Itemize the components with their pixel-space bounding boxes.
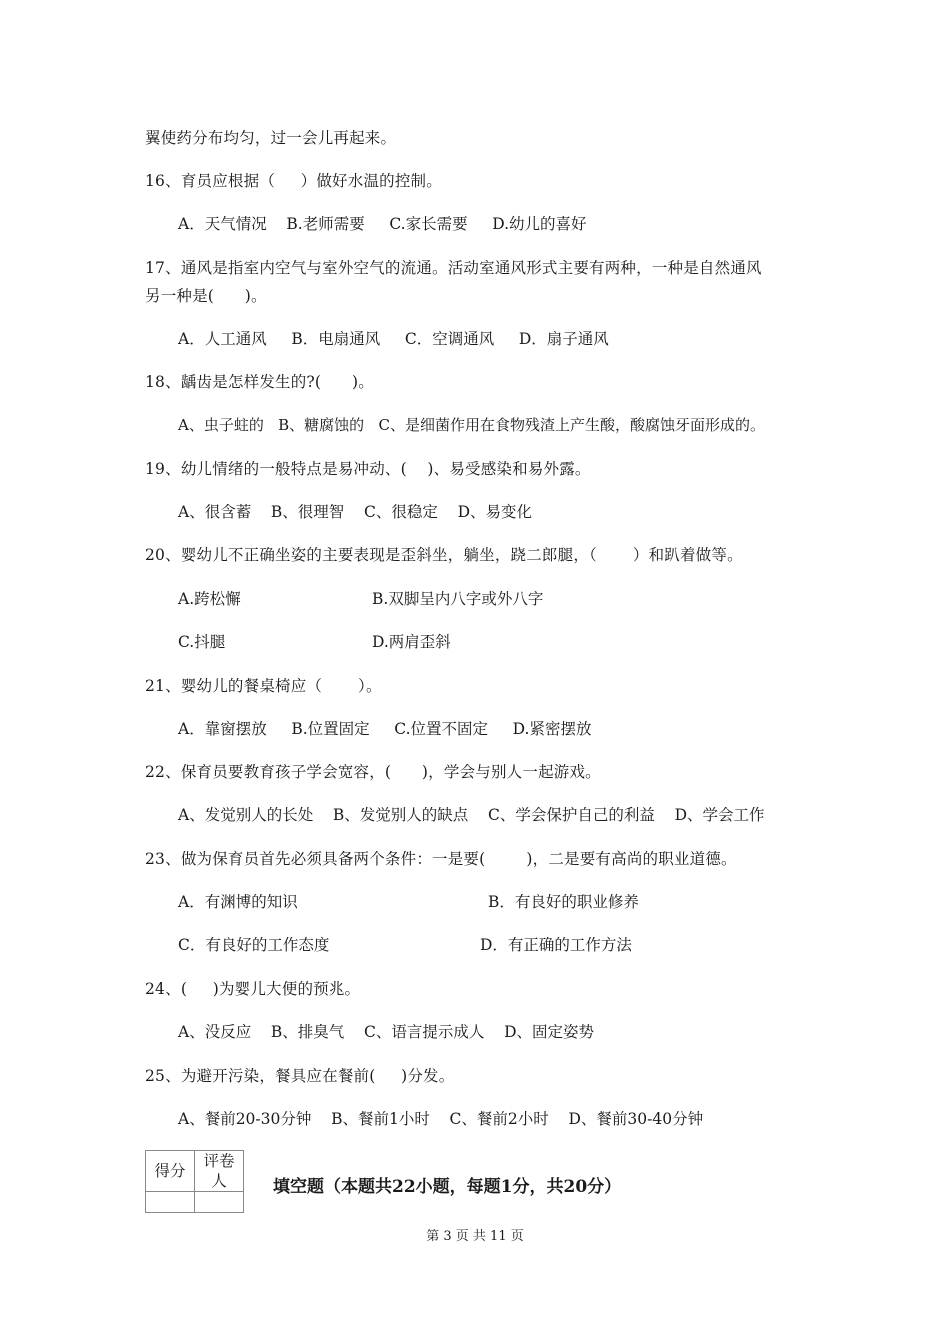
question-16-options: A．天气情况 B.老师需要 C.家长需要 D.幼儿的喜好 bbox=[178, 215, 587, 233]
question-22-options: A、发觉别人的长处 B、发觉别人的缺点 C、学会保护自己的利益 D、学会工作 bbox=[178, 806, 765, 824]
question-17-options: A．人工通风 B．电扇通风 C．空调通风 D．扇子通风 bbox=[178, 330, 609, 348]
line-continuation: 翼使药分布均匀，过一会儿再起来。 bbox=[145, 129, 397, 147]
question-19-options: A、很含蓄 B、很理智 C、很稳定 D、易变化 bbox=[178, 503, 532, 521]
score-box bbox=[145, 1150, 244, 1213]
score-label: 得分 bbox=[146, 1151, 195, 1192]
question-23-option-d: D．有正确的工作方法 bbox=[480, 936, 632, 954]
question-24-options: A、没反应 B、排臭气 C、语言提示成人 D、固定姿势 bbox=[178, 1023, 594, 1041]
question-25: 25、为避开污染，餐具应在餐前( )分发。 bbox=[145, 1067, 455, 1085]
grader-cell[interactable] bbox=[195, 1192, 244, 1213]
question-21-options: A．靠窗摆放 B.位置固定 C.位置不固定 D.紧密摆放 bbox=[178, 720, 592, 738]
question-20-option-c: C.抖腿 bbox=[178, 633, 226, 651]
question-19: 19、幼儿情绪的一般特点是易冲动、( )、易受感染和易外露。 bbox=[145, 460, 591, 478]
question-23-option-c: C．有良好的工作态度 bbox=[178, 936, 330, 954]
question-17: 17、通风是指室内空气与室外空气的流通。活动室通风形式主要有两种，一种是自然通风 bbox=[145, 259, 762, 277]
question-23-option-b: B．有良好的职业修养 bbox=[488, 893, 639, 911]
question-25-options: A、餐前20-30分钟 B、餐前1小时 C、餐前2小时 D、餐前30-40分钟 bbox=[178, 1110, 704, 1128]
grader-label: 评卷人 bbox=[195, 1151, 244, 1192]
question-18-options: A、虫子蛀的 B、糖腐蚀的 C、是细菌作用在食物残渣上产生酸，酸腐蚀牙面形成的。 bbox=[178, 416, 765, 434]
question-20-option-a: A.跨松懈 bbox=[178, 590, 241, 608]
question-16: 16、育员应根据（ ）做好水温的控制。 bbox=[145, 172, 442, 190]
question-22: 22、保育员要教育孩子学会宽容，( )，学会与别人一起游戏。 bbox=[145, 763, 601, 781]
question-20-option-b: B.双脚呈内八字或外八字 bbox=[372, 590, 544, 608]
question-20-option-d: D.两肩歪斜 bbox=[372, 633, 451, 651]
section-title: 填空题（本题共22小题，每题1分，共20分） bbox=[273, 1177, 622, 1197]
question-20: 20、婴幼儿不正确坐姿的主要表现是歪斜坐，躺坐，跷二郎腿，（ ）和趴着做等。 bbox=[145, 546, 743, 564]
question-23-option-a: A．有渊博的知识 bbox=[178, 893, 298, 911]
question-18: 18、龋齿是怎样发生的?( )。 bbox=[145, 373, 374, 391]
question-23: 23、做为保育员首先必须具备两个条件：一是要( )，二是要有高尚的职业道德。 bbox=[145, 850, 737, 868]
question-21: 21、婴幼儿的餐桌椅应（ ）。 bbox=[145, 677, 382, 695]
question-17-line2: 另一种是( )。 bbox=[145, 287, 267, 305]
score-cell[interactable] bbox=[146, 1192, 195, 1213]
page-footer: 第 3 页 共 11 页 bbox=[426, 1229, 524, 1244]
question-24: 24、( )为婴儿大便的预兆。 bbox=[145, 980, 361, 998]
